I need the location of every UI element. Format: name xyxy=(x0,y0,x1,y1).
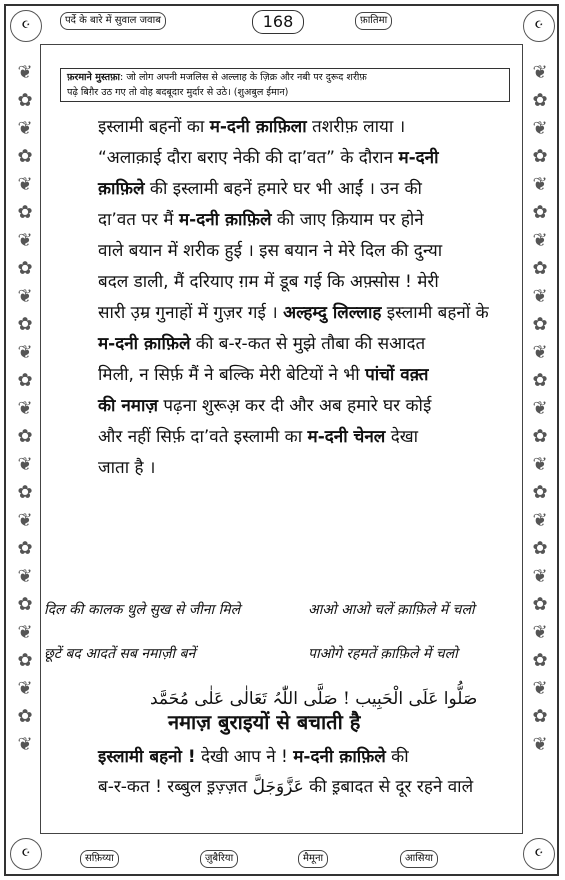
header-book-caption: पर्दे के बारे में सुवाल जवाब xyxy=(60,12,166,30)
body-text-span: की ब-र-कत से मुझे तौबा की सआदत xyxy=(190,334,426,354)
corner-seal-icon: ☪ xyxy=(523,10,555,42)
body-text-span: इस्लामी बहनों का xyxy=(98,117,210,137)
body-line xyxy=(98,236,478,267)
body-emphasis: क़ाफ़िले xyxy=(98,179,145,199)
poem-line1-right: आओ आओ चलें क़ाफ़िले में चलो xyxy=(308,602,475,618)
closing-text: देखी आप ने ! xyxy=(195,747,294,767)
body-line xyxy=(98,174,478,205)
body-text-span: बदल डाली, मैं दरियाए ग़म में डूब गई कि अफ़्सोस ! मेरी xyxy=(98,272,439,292)
body-text-span: इस्लामी बहनों के xyxy=(381,303,489,323)
body-line xyxy=(98,205,478,236)
body-text-span: की जाए क़ियाम पर होने xyxy=(271,210,424,230)
footer-caption-1: सफ़िय्या xyxy=(80,850,119,868)
hadith-text-line2: पढ़े बिग़ैर उठ गए तो वोह बदबूदार मुर्दार से उठे। (शुअबुल ईमान) xyxy=(67,87,289,98)
body-emphasis: म-दनी चेनल xyxy=(307,427,386,447)
left-floral-vine-icon: ❦ ✿ ❦ ✿ ❦ ✿ ❦ ✿ ❦ ✿ ❦ ✿ ❦ ✿ ❦ ✿ ❦ ✿ ❦ ✿ ❦ ✿ ❦ ✿ ❦ xyxy=(17,62,33,755)
footer-caption-4: आसिया xyxy=(400,850,438,868)
closing-bold: इस्लामी बहनो ! xyxy=(98,747,196,767)
body-emphasis: म-दनी xyxy=(398,148,439,168)
footer-caption-2: ज़ुबैरिया xyxy=(200,850,238,868)
body-text-span: पढ़ना शुरूअ़ कर दी और अब हमारे घर कोई xyxy=(158,396,432,416)
corner-seal-icon: ☪ xyxy=(10,838,42,870)
body-text-span: दा’वत पर मैं xyxy=(98,210,179,230)
body-text-span: सारी उ़म्र गुनाहों में गुज़र गई । xyxy=(98,303,284,323)
corner-seal-icon: ☪ xyxy=(10,10,42,42)
header-chapter-caption: फ़ातिमा xyxy=(355,12,392,30)
body-text-span: जाता है । xyxy=(98,458,156,478)
page-number: 168 xyxy=(252,10,304,34)
body-text-span: वाले बयान में शरीक हुई । इस बयान ने मेरे दिल की दुन्या xyxy=(98,241,443,261)
body-paragraph xyxy=(98,112,489,484)
body-text-span: की इस्लामी बहनें हमारे घर भी आईं । उन की xyxy=(144,179,422,199)
body-text-span: मिली, न सिर्फ़ मैं ने बल्कि मेरी बेटियों ने भी xyxy=(98,365,366,385)
salutation-arabic: صَلُّوا عَلَی الْحَبِیب ! صَلَّی اللّٰہُ تَعَالٰی عَلٰی مُحَمَّد xyxy=(150,689,478,709)
body-text-span: और नहीं सिर्फ़ दा’वते इस्लामी का xyxy=(98,427,308,447)
hadith-text-line1: : जो लोग अपनी मजलिस से अल्लाह के ज़िक्र और नबी पर दुरूद शरीफ़ xyxy=(120,72,367,83)
body-line xyxy=(98,422,478,453)
section-heading: नमाज़ बुराइयों से बचाती है xyxy=(168,710,361,734)
body-line xyxy=(98,112,478,143)
hadith-label: फ़रमाने मुस्तफ़ा xyxy=(67,72,121,83)
closing-line1 xyxy=(98,744,409,767)
body-line xyxy=(98,360,478,391)
body-emphasis: पांचों वक़्त xyxy=(365,365,429,385)
body-emphasis: म-दनी क़ाफ़िले xyxy=(98,334,191,354)
closing-line2: ब-र-कत ! रब्बुल इ़ज़्ज़त عَزَّوَجَلَّ की इ़बादत से दूर रहने वाले xyxy=(98,777,474,797)
body-line xyxy=(98,298,489,329)
body-emphasis: अल्हम्दु लिल्लाह xyxy=(283,303,382,323)
body-line xyxy=(98,329,478,360)
body-line xyxy=(98,391,478,422)
closing-bold2: म-दनी क़ाफ़िले xyxy=(293,747,386,767)
body-text-span: तशरीफ़ लाया । xyxy=(306,117,406,137)
right-floral-vine-icon: ❦ ✿ ❦ ✿ ❦ ✿ ❦ ✿ ❦ ✿ ❦ ✿ ❦ ✿ ❦ ✿ ❦ ✿ ❦ ✿ ❦ ✿ ❦ ✿ ❦ xyxy=(532,62,548,755)
closing-end: की xyxy=(385,747,409,767)
body-line xyxy=(98,143,478,174)
hadith-box xyxy=(60,68,510,102)
body-emphasis: म-दनी क़ाफ़िला xyxy=(209,117,307,137)
body-emphasis: की नमाज़ xyxy=(98,396,158,416)
body-emphasis: म-दनी क़ाफ़िले xyxy=(178,210,272,230)
footer-caption-3: मैमूना xyxy=(298,850,328,868)
body-text-span: “अलाक़ाई दौरा बराए नेकी की दा’वत” के दौरान xyxy=(98,148,399,168)
corner-seal-icon: ☪ xyxy=(523,838,555,870)
poem-line2-right: पाओगे रहमतें क़ाफ़िले में चलो xyxy=(308,646,458,662)
body-text-span: देखा xyxy=(385,427,419,447)
poem-line1-left: दिल की कालक धुले सुख से जीना मिले xyxy=(44,602,241,618)
poem-line2-left: छूटें बद आदतें सब नमाज़ी बनें xyxy=(44,646,196,662)
body-line xyxy=(98,267,478,298)
body-line xyxy=(98,453,478,484)
